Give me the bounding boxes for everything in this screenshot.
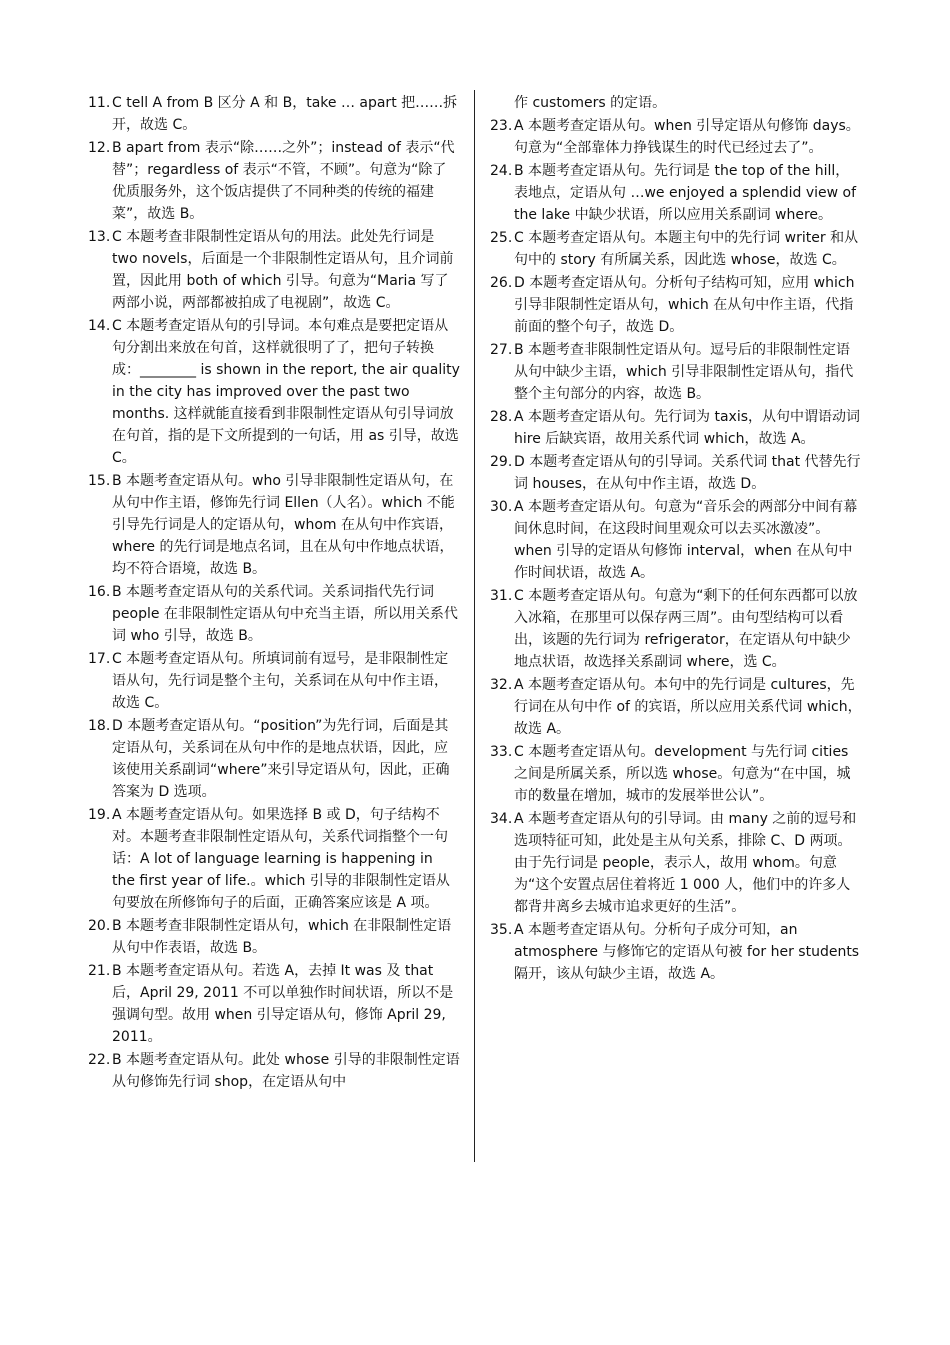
answer-item	[490, 115, 862, 159]
answer-explanation: D 本题考查定语从句。“position”为先行词，后面是其定语从句，关系词在从句中作的是地点状语，因此，应该使用关系副词“where”来引导定语从句，因此，正确答案为 D 选项。	[112, 718, 450, 800]
answer-number: 24.	[490, 163, 513, 179]
answer-item	[490, 674, 862, 740]
answer-number: 27.	[490, 342, 513, 358]
answer-number: 14.	[88, 318, 111, 334]
answer-explanation: C 本题考查定语从句。本题主句中的先行词 writer 和从句中的 story 有所属关系，因此选 whose，故选 C。	[514, 230, 859, 268]
answer-item	[490, 808, 862, 918]
answer-number: 32.	[490, 677, 513, 693]
answer-item	[490, 496, 862, 584]
answer-explanation: A 本题考查定语从句。如果选择 B 或 D，句子结构不对。本题考查非限制性定语从句，关系代词指整个一句话：A lot of language learning is happening in the first year of life.。which 引导的非限制性定语从句要放在所修饰句子的后面，正确答案应该是 A 项。	[112, 807, 450, 911]
answer-explanation: A 本题考查定语从句。when 引导定语从句修饰 days。句意为“全部靠体力挣钱谋生的时代已经过去了”。	[514, 118, 860, 156]
answer-explanation: B 本题考查定语从句。先行词是 the top of the hill，表地点，定语从句 …we enjoyed a splendid view of the lake 中缺少状语，所以应用关系副词 where。	[514, 163, 857, 223]
answer-explanation: A 本题考查定语从句。句意为“音乐会的两部分中间有幕间休息时间，在这段时间里观众可以去买冰激凌”。when 引导的定语从句修饰 interval，when 在从句中作时间状语，故选 A。	[514, 499, 858, 581]
answer-number: 15.	[88, 473, 111, 489]
answer-number: 28.	[490, 409, 513, 425]
answer-number: 22.	[88, 1052, 111, 1068]
answer-item	[88, 804, 460, 914]
answer-item	[88, 915, 460, 959]
answer-item	[88, 470, 460, 580]
answer-22-continuation: 作 customers 的定语。	[514, 95, 667, 111]
answer-item	[88, 715, 460, 803]
answer-explanation: C 本题考查定语从句的引导词。本句难点是要把定语从句分割出来放在句首，这样就很明了了，把句子转换成：________ is shown in the report, the air quality in the city has improved over the past two months. 这样就能直接看到非限制性定语从句引导词放在句首，指的是下文所提到的一句话，用 as 引导，故选 C。	[112, 318, 460, 466]
answer-explanation: C 本题考查定语从句。所填词前有逗号，是非限制性定语从句，先行词是整个主句，关系词在从句中作主语，故选 C。	[112, 651, 449, 711]
answer-item	[88, 1049, 460, 1093]
answer-explanation: B 本题考查非限制性定语从句，which 在非限制性定语从句中作表语，故选 B。	[112, 918, 452, 956]
right-answer-column	[490, 92, 862, 986]
answer-number: 11.	[88, 95, 111, 111]
answer-item	[88, 226, 460, 314]
answer-explanation: C tell A from B 区分 A 和 B，take … apart 把……拆开，故选 C。	[112, 95, 458, 133]
answer-number: 23.	[490, 118, 513, 134]
answer-explanation: C 本题考查非限制性定语从句的用法。此处先行词是 two novels，后面是一个非限制性定语从句，且介词前置，因此用 both of which 引导。句意为“Maria 写了两部小说，两部都被拍成了电视剧”，故选 C。	[112, 229, 454, 311]
answer-number: 13.	[88, 229, 111, 245]
answer-item	[490, 741, 862, 807]
answer-explanation: D 本题考查定语从句。分析句子结构可知，应用 which 引导非限制性定语从句，which 在从句中作主语，代指前面的整个句子，故选 D。	[514, 275, 855, 335]
answer-item	[490, 339, 862, 405]
answer-number: 29.	[490, 454, 513, 470]
answer-number: 20.	[88, 918, 111, 934]
answer-item	[490, 919, 862, 985]
answer-explanation: A 本题考查定语从句。分析句子成分可知，an atmosphere 与修饰它的定语从句被 for her students 隔开，该从句缺少主语，故选 A。	[514, 922, 860, 982]
answer-item	[88, 92, 460, 136]
column-divider	[474, 90, 475, 1162]
answer-item	[490, 451, 862, 495]
answer-explanation: B 本题考查定语从句的关系代词。关系词指代先行词 people 在非限制性定语从句中充当主语，所以用关系代词 who 引导，故选 B。	[112, 584, 458, 644]
answer-item	[490, 160, 862, 226]
answer-number: 25.	[490, 230, 513, 246]
answer-number: 21.	[88, 963, 111, 979]
answer-explanation: B apart from 表示“除……之外”；instead of 表示“代替”；regardless of 表示“不管，不顾”。句意为“除了优质服务外，这个饭店提供了不同种类的传统的福建菜”，故选 B。	[112, 140, 455, 222]
answer-number: 16.	[88, 584, 111, 600]
answer-number: 12.	[88, 140, 111, 156]
answer-number: 19.	[88, 807, 111, 823]
answer-explanation: C 本题考查定语从句。句意为“剩下的任何东西都可以放入冰箱，在那里可以保存两三周”。由句型结构可以看出，该题的先行词为 refrigerator，在定语从句中缺少地点状语，故选择关系副词 where，选 C。	[514, 588, 858, 670]
answer-explanation: A 本题考查定语从句的引导词。由 many 之前的逗号和选项特征可知，此处是主从句关系，排除 C、D 两项。由于先行词是 people，表示人，故用 whom。句意为“这个安置点居住着将近 1 000 人，他们中的许多人都背井离乡去城市追求更好的生活”。	[514, 811, 857, 915]
answer-item	[88, 315, 460, 469]
answer-item	[490, 406, 862, 450]
answer-item	[88, 960, 460, 1048]
answer-item	[490, 272, 862, 338]
answer-explanation: B 本题考查非限制性定语从句。逗号后的非限制性定语从句中缺少主语，which 引导非限制性定语从句，指代整个主句部分的内容，故选 B。	[514, 342, 854, 402]
answer-explanation: C 本题考查定语从句。development 与先行词 cities 之间是所属关系，所以选 whose。句意为“在中国，城市的数量在增加，城市的发展举世公认”。	[514, 744, 851, 804]
answer-explanation: B 本题考查定语从句。此处 whose 引导的非限制性定语从句修饰先行词 shop，在定语从句中	[112, 1052, 460, 1090]
answer-number: 35.	[490, 922, 513, 938]
answer-item	[490, 585, 862, 673]
answer-item	[88, 581, 460, 647]
answer-item	[88, 648, 460, 714]
answer-item	[88, 137, 460, 225]
answer-explanation: A 本题考查定语从句。本句中的先行词是 cultures，先行词在从句中作 of 的宾语，所以应用关系代词 which，故选 A。	[514, 677, 862, 737]
answer-number: 26.	[490, 275, 513, 291]
answer-explanation: B 本题考查定语从句。若选 A，去掉 It was 及 that 后，April 29, 2011 不可以单独作时间状语，所以不是强调句型。故用 when 引导定语从句，修饰 April 29, 2011。	[112, 963, 454, 1045]
answer-number: 31.	[490, 588, 513, 604]
answer-explanation: D 本题考查定语从句的引导词。关系代词 that 代替先行词 houses，在从句中作主语，故选 D。	[514, 454, 861, 492]
answer-number: 18.	[88, 718, 111, 734]
answer-explanation: A 本题考查定语从句。先行词为 taxis，从句中谓语动词 hire 后缺宾语，故用关系代词 which，故选 A。	[514, 409, 861, 447]
answer-item	[490, 227, 862, 271]
answer-number: 34.	[490, 811, 513, 827]
answer-number: 33.	[490, 744, 513, 760]
answer-number: 30.	[490, 499, 513, 515]
answer-explanation: B 本题考查定语从句。who 引导非限制性定语从句，在从句中作主语，修饰先行词 Ellen（人名）。which 不能引导先行词是人的定语从句，whom 在从句中作宾语，where 的先行词是地点名词，且在从句中作地点状语，均不符合语境，故选 B。	[112, 473, 455, 577]
left-answer-column	[88, 92, 460, 1094]
answer-number: 17.	[88, 651, 111, 667]
